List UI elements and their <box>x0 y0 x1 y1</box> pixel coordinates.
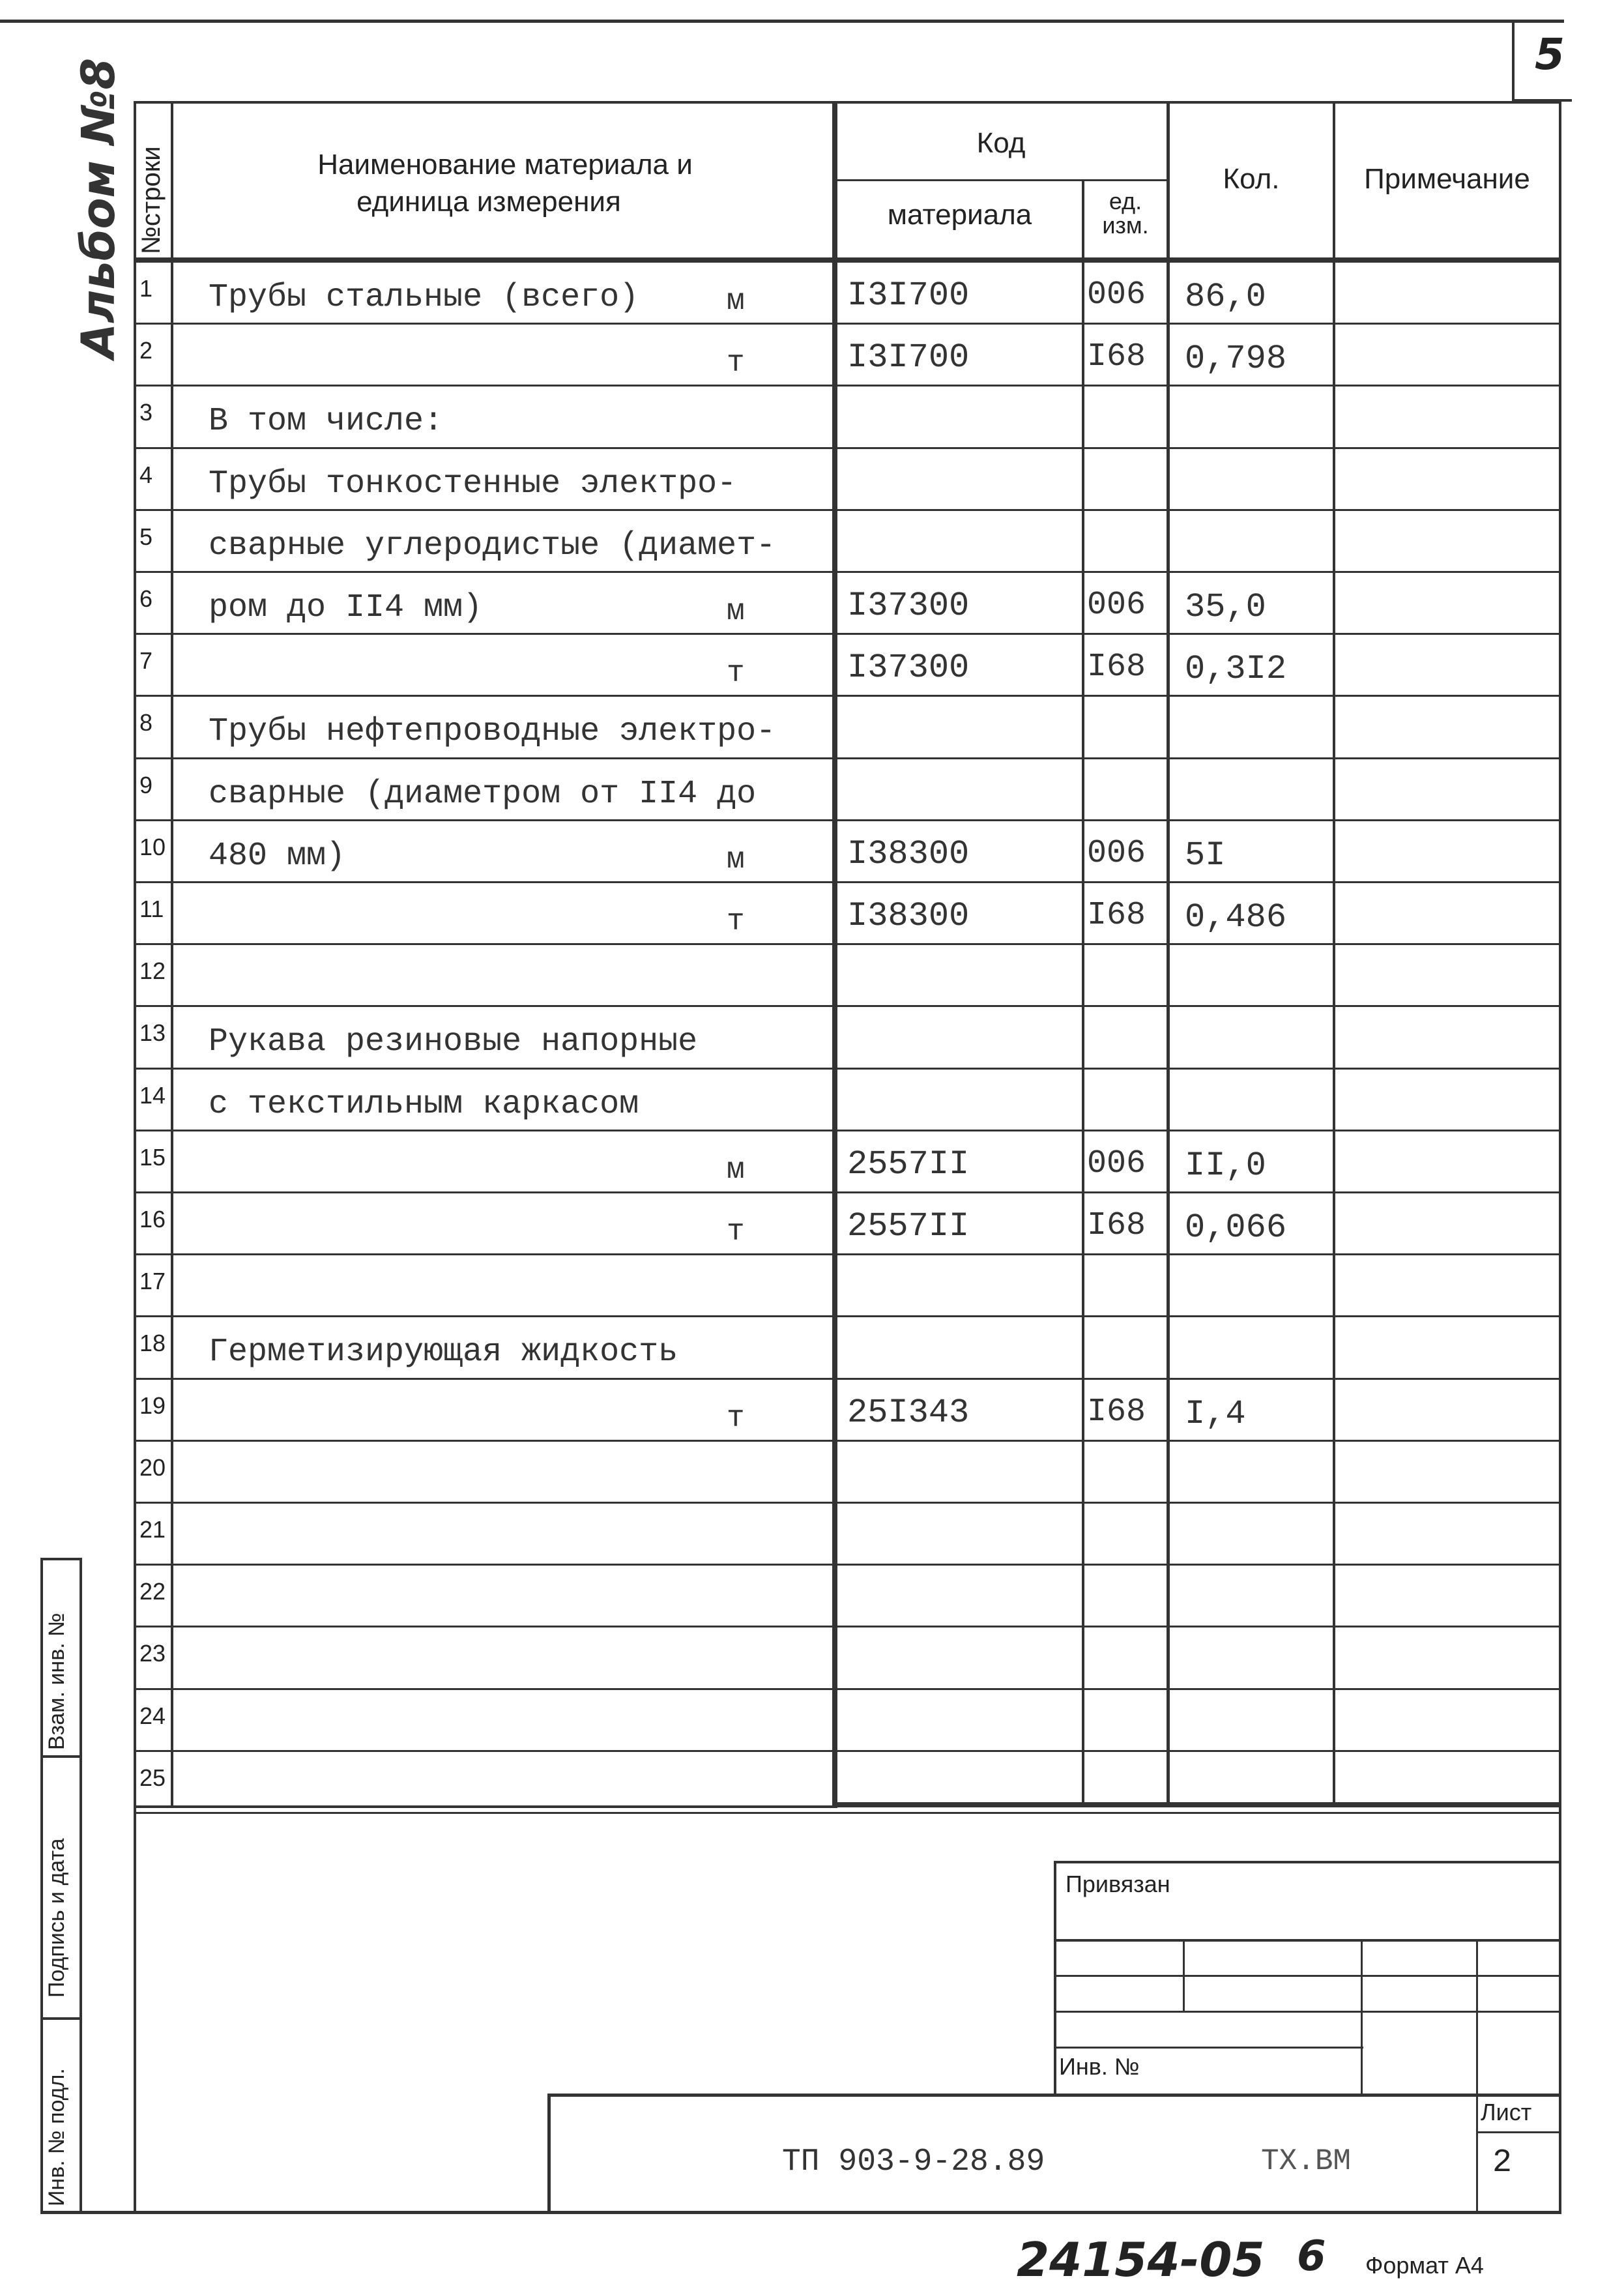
row-number: 3 <box>139 399 153 426</box>
frame-top <box>134 101 1561 104</box>
row-line <box>134 1626 1561 1627</box>
row-number: 16 <box>139 1206 166 1233</box>
row-number: 1 <box>139 275 153 302</box>
row-number: 23 <box>139 1640 166 1667</box>
header-name-line1: Наименование материала и <box>317 149 693 181</box>
quantity: 86,0 <box>1185 278 1266 316</box>
row-number: 7 <box>139 647 153 674</box>
quantity: 0,486 <box>1185 898 1287 937</box>
col-line-name <box>832 101 837 1805</box>
stamp-doc-suffix: ТХ.ВМ <box>1261 2144 1352 2178</box>
unit-code: I68 <box>1087 649 1146 686</box>
unit-code: I68 <box>1087 1394 1146 1431</box>
stamp-sheet-no: 2 <box>1492 2144 1513 2182</box>
stamp-vline-1 <box>1183 1939 1185 2012</box>
quantity: 0,798 <box>1185 340 1287 378</box>
body-bottom <box>832 1802 1561 1807</box>
side-box-mid <box>80 1558 82 2213</box>
material-code: I3I700 <box>847 276 970 315</box>
stamp-sheet-label: Лист <box>1481 2099 1532 2125</box>
side-label-inv-podl: Инв. № подл. <box>44 2068 69 2206</box>
stamp-inv-no: Инв. № <box>1059 2053 1140 2080</box>
corner-box-left <box>1512 20 1515 101</box>
material-code: I38300 <box>847 835 970 873</box>
row-line <box>134 1191 1561 1193</box>
page-bottom-border <box>40 2211 1561 2214</box>
row-number: 25 <box>139 1764 166 1791</box>
row-number: 24 <box>139 1702 166 1729</box>
stamp-box-top <box>1054 1861 1561 1863</box>
unit: т <box>727 1401 745 1435</box>
header-material: материала <box>887 199 1032 231</box>
row-line <box>134 571 1561 573</box>
material-name: с текстильным каркасом <box>209 1086 639 1123</box>
material-code: I37300 <box>847 649 970 687</box>
stamp-vline-3 <box>1476 1939 1478 2213</box>
side-label-podpis: Подпись и дата <box>44 1838 69 1998</box>
side-box-left <box>40 1558 43 2213</box>
row-line <box>134 943 1561 945</box>
row-line <box>134 1750 1561 1752</box>
row-line <box>134 385 1561 387</box>
row-line <box>134 1378 1561 1380</box>
material-code: 25I343 <box>847 1394 970 1432</box>
row-line <box>134 757 1561 759</box>
stamp-doc-code: ТП 903-9-28.89 <box>782 2144 1045 2180</box>
frame-right <box>1559 101 1561 2213</box>
row-number: 10 <box>139 834 166 860</box>
row-number: 8 <box>139 709 153 736</box>
unit: м <box>727 1153 745 1187</box>
unit: т <box>727 1215 745 1249</box>
unit: м <box>727 284 745 318</box>
col-line-rownum <box>171 101 173 1805</box>
header-code-split <box>834 179 1168 181</box>
row-line <box>134 323 1561 325</box>
material-name: сварные (диаметром от II4 до <box>209 776 757 813</box>
col-line-unitcode <box>1082 179 1084 1805</box>
side-box-sep1 <box>40 1755 82 1758</box>
footer-handwritten-number: 24154-05 <box>1017 2232 1265 2287</box>
row-line <box>134 1564 1561 1566</box>
stamp-sheet-sep <box>1476 2131 1561 2133</box>
row-line <box>134 1812 1561 1814</box>
unit-code: 006 <box>1087 1145 1146 1182</box>
row-line <box>134 1440 1561 1442</box>
row-number: 5 <box>139 523 153 550</box>
header-row-no: №строки <box>137 146 166 254</box>
header-code: Код <box>976 127 1026 159</box>
stamp-doc-left <box>547 2094 551 2213</box>
stamp-vline-2 <box>1361 1939 1363 2095</box>
row-line <box>134 1130 1561 1131</box>
row-line <box>134 881 1561 883</box>
unit: т <box>727 656 745 690</box>
footer-format: Формат А4 <box>1365 2252 1484 2279</box>
material-name: 480 мм) <box>209 838 346 875</box>
header-name-line2: единица измерения <box>356 186 621 218</box>
row-line <box>134 1502 1561 1504</box>
row-number: 14 <box>139 1082 166 1109</box>
row-line <box>134 1253 1561 1255</box>
row-line <box>134 1005 1561 1007</box>
row-number: 18 <box>139 1330 166 1356</box>
footer-page: 6 <box>1297 2232 1326 2281</box>
row-number: 6 <box>139 585 153 612</box>
row-line <box>134 447 1561 449</box>
quantity: I,4 <box>1185 1395 1246 1433</box>
row-number: 9 <box>139 772 153 798</box>
side-box-sep2 <box>40 2017 82 2020</box>
top-border <box>0 20 1564 23</box>
row-number: 15 <box>139 1144 166 1171</box>
side-box-top <box>40 1558 82 1560</box>
stamp-line-3 <box>1054 2011 1561 2013</box>
row-number: 17 <box>139 1268 166 1294</box>
row-number: 13 <box>139 1019 166 1046</box>
row-number: 20 <box>139 1454 166 1481</box>
material-code: 2557II <box>847 1145 970 1184</box>
header-qty: Кол. <box>1223 163 1280 195</box>
unit-code: 006 <box>1087 587 1146 624</box>
unit: т <box>727 905 745 939</box>
header-note: Примечание <box>1364 163 1530 195</box>
row-line <box>134 1688 1561 1690</box>
body-left-bottom <box>134 1805 837 1808</box>
row-line <box>134 633 1561 635</box>
unit: т <box>727 346 745 380</box>
unit-code: I68 <box>1087 1207 1146 1244</box>
material-code: I38300 <box>847 897 970 935</box>
side-label-vzam: Взам. инв. № <box>44 1612 69 1750</box>
material-name: сварные углеродистые (диамет- <box>209 527 776 564</box>
stamp-box-left <box>1054 1861 1056 2095</box>
stamp-line-4 <box>1054 2047 1363 2049</box>
unit-code: I68 <box>1087 897 1146 934</box>
material-code: 2557II <box>847 1207 970 1246</box>
row-line <box>134 819 1561 821</box>
material-code: I3I700 <box>847 338 970 377</box>
quantity: 0,066 <box>1185 1208 1287 1247</box>
stamp-line-2 <box>1054 1975 1561 1977</box>
row-number: 21 <box>139 1516 166 1543</box>
material-name: Рукава резиновые напорные <box>209 1023 698 1060</box>
material-name: ром до II4 мм) <box>209 589 483 626</box>
album-label: Альбом №8 <box>72 57 125 358</box>
quantity: II,0 <box>1185 1146 1266 1185</box>
header-unit-line2: изм. <box>1102 212 1149 239</box>
unit: м <box>727 843 745 877</box>
row-number: 12 <box>139 957 166 984</box>
material-name: Трубы нефтепроводные электро- <box>209 713 776 750</box>
row-number: 19 <box>139 1392 166 1419</box>
row-number: 11 <box>139 896 164 922</box>
header-bottom <box>134 257 1561 263</box>
unit-code: I68 <box>1087 338 1146 375</box>
unit: м <box>727 594 745 628</box>
material-code: I37300 <box>847 587 970 625</box>
quantity: 35,0 <box>1185 588 1266 626</box>
material-name: Трубы стальные (всего) <box>209 279 639 316</box>
col-line-note <box>1333 101 1335 1805</box>
row-line <box>134 509 1561 511</box>
side-frame-left-lower <box>134 1805 136 2213</box>
row-number: 4 <box>139 461 153 488</box>
col-line-qty <box>1167 101 1170 1805</box>
row-line <box>134 1315 1561 1317</box>
header-unit-line1: ед. <box>1109 188 1142 214</box>
unit-code: 006 <box>1087 276 1146 314</box>
quantity: 0,3I2 <box>1185 650 1287 688</box>
row-number: 2 <box>139 337 153 364</box>
unit-code: 006 <box>1087 835 1146 872</box>
stamp-doc-top <box>547 2094 1561 2097</box>
row-line <box>134 695 1561 697</box>
sheet-corner-number: 5 <box>1535 29 1565 80</box>
material-name: Трубы тонкостенные электро- <box>209 465 737 503</box>
quantity: 5I <box>1185 836 1226 875</box>
material-name: Герметизирующая жидкость <box>209 1334 678 1371</box>
stamp-line-1 <box>1054 1939 1561 1942</box>
row-number: 22 <box>139 1578 166 1605</box>
row-line <box>134 1068 1561 1070</box>
stamp-privyazan: Привязан <box>1066 1871 1170 1897</box>
material-name: В том числе: <box>209 403 444 440</box>
